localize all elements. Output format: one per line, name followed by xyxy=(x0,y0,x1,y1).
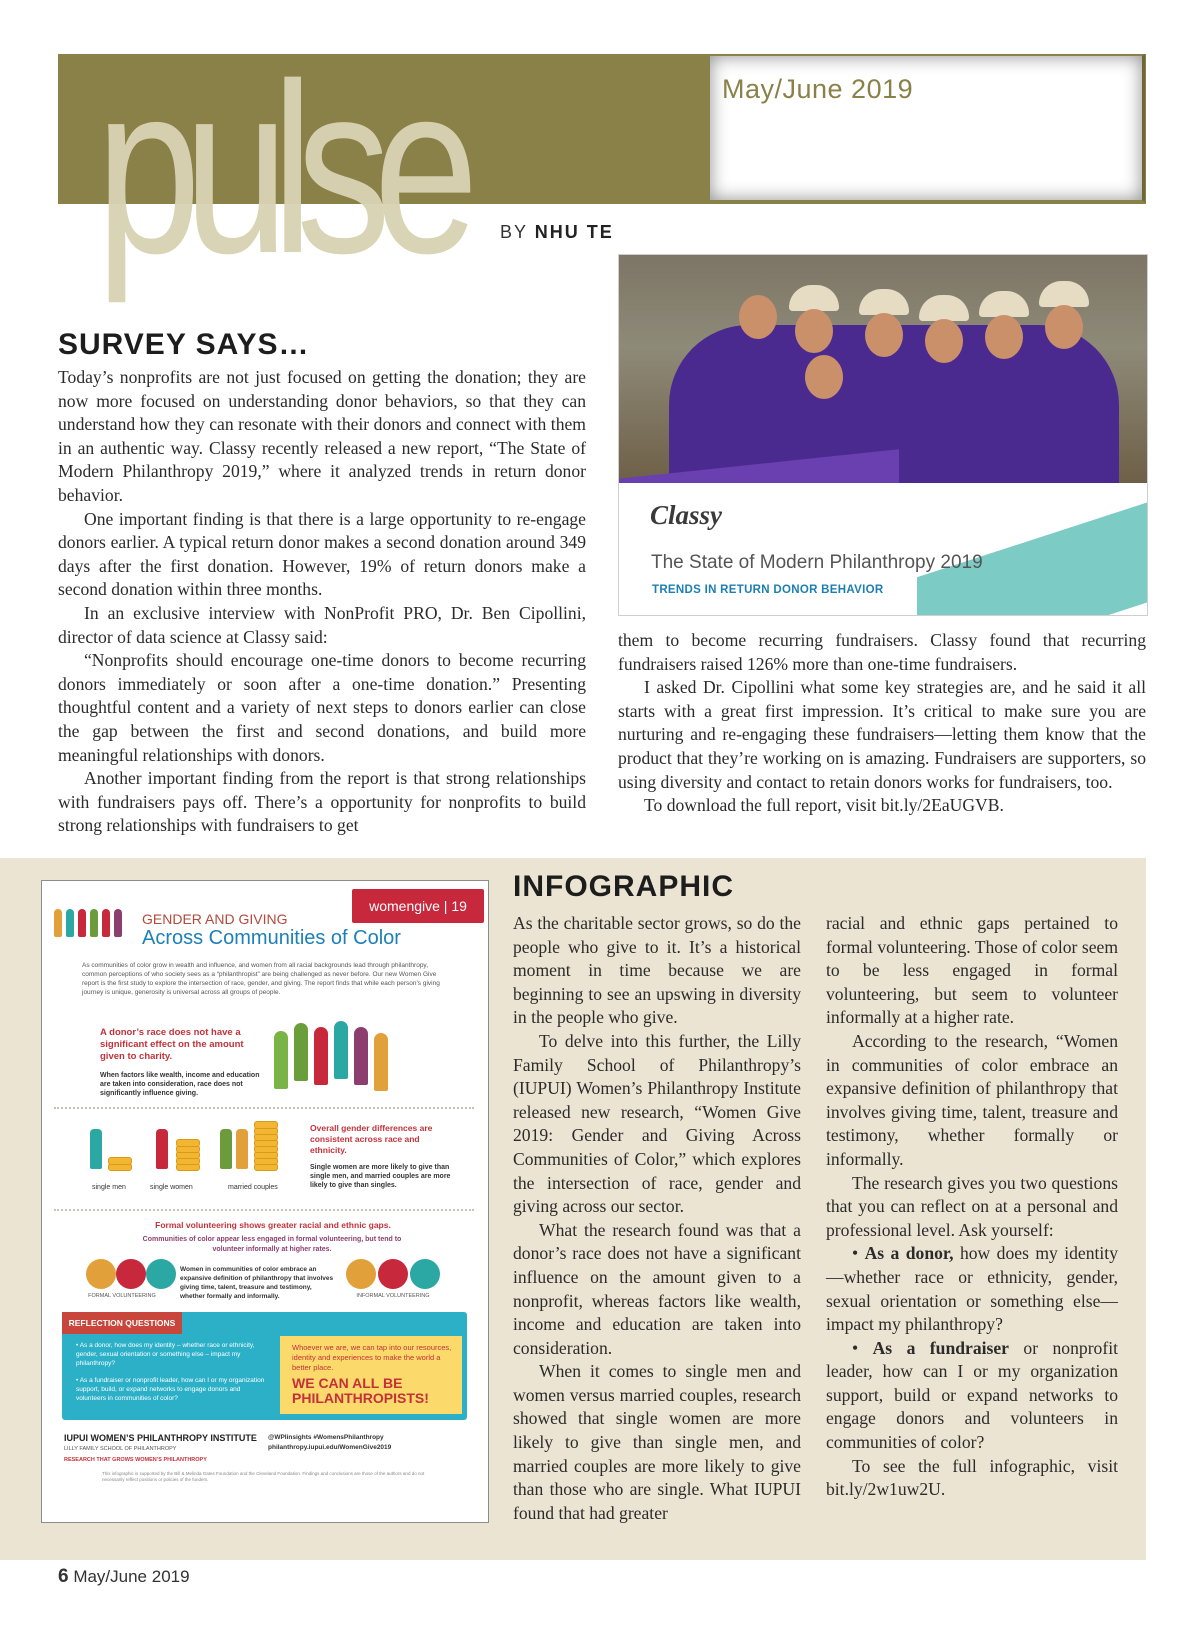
iupui-tagline: RESEARCH THAT GROWS WOMEN’S PHILANTHROPY xyxy=(64,1457,207,1463)
paragraph: In an exclusive interview with NonProfit PRO, Dr. Ben Cipollini, director of data science at Classy said: xyxy=(58,602,586,647)
bullet-bold: As a fundraiser xyxy=(872,1337,1009,1358)
face xyxy=(795,309,833,353)
byline-prefix: BY xyxy=(500,222,528,242)
paragraph: The research gives you two questions that you can reflect on at a personal and professional level. Ask yourself: xyxy=(826,1172,1118,1240)
face xyxy=(1045,305,1083,349)
coin-icon xyxy=(176,1139,200,1147)
face xyxy=(805,355,843,399)
paragraph: Another important finding from the report is that strong relationships with fundraisers pays off. There’s a opportunity for nonprofits to build strong relationships with fundraisers to get xyxy=(58,768,586,836)
folio-issue: May/June 2019 xyxy=(73,1567,190,1586)
gender-body: Single women are more likely to give than single men, and married couples are more likely to give than singles. xyxy=(310,1164,451,1189)
social-handle: @WPIinsights #WomensPhilanthropy xyxy=(268,1434,384,1441)
person-icon xyxy=(102,909,110,937)
label-single-women: single women xyxy=(150,1184,193,1191)
divider xyxy=(54,1107,474,1109)
paragraph: To download the full report, visit bit.ly/2EaUGVB. xyxy=(644,795,1004,816)
infographic-title: INFOGRAPHIC xyxy=(513,870,734,903)
informal-volunteering-icon xyxy=(378,1259,408,1289)
married-couple-icon xyxy=(220,1129,232,1169)
formal-label: FORMAL VOLUNTEERING xyxy=(88,1293,156,1299)
bullet-text: or nonprofit leader, how can I or my organization support, build or expand networks to engage donors and volunteers in communities of color? xyxy=(826,1337,1118,1453)
reflection-tab: REFLECTION QUESTIONS xyxy=(62,1312,182,1334)
philanthropists-headline: WE CAN ALL BE PHILANTHROPISTS! xyxy=(292,1375,429,1406)
raised-hand-icon xyxy=(274,1031,288,1089)
formal-volunteering-icon xyxy=(146,1259,176,1289)
survey-title: SURVEY SAYS… xyxy=(58,328,310,361)
paragraph: Today’s nonprofits are not just focused on getting the donation; they are now more focused on understanding donor behaviors, so that they can understand how they can resonate with their donors and connect with them in an authentic way. Classy recently released a new report, “The State of Modern Philanthropy 2019,” where it analyzed trends in return donor behavior. xyxy=(58,367,586,505)
reflection-q2: • As a fundraiser or nonprofit leader, how can I or my organization support, build, or expand networks to engage donors and volunteers in communities of color? xyxy=(76,1377,265,1402)
race-body: When factors like wealth, income and education are taken into consideration, race does not significantly influence giving. xyxy=(100,1072,260,1097)
survey-left-column xyxy=(58,366,586,838)
philanthropists-text: Whoever we are, we can tap into our resources, identity and experiences to make the world a better place. xyxy=(292,1343,452,1372)
paragraph: One important finding is that there is a large opportunity to re-engage donors earlier. A typical return donor makes a second donation around 349 days after the first donation. However, 19% of return donors make a second donation within three months. xyxy=(58,508,586,600)
raised-hand-icon xyxy=(314,1027,328,1085)
divider xyxy=(54,1209,474,1211)
report-title: The State of Modern Philanthropy 2019 xyxy=(651,552,983,573)
face xyxy=(739,295,777,339)
paragraph: When it comes to single men and women versus married couples, research showed that single women are more likely to give than single men, and married couples are more likely to give than those who are single. What IUPUI found that had greater xyxy=(513,1361,801,1523)
infographic-right-column xyxy=(826,912,1118,1502)
raised-hand-icon xyxy=(334,1021,348,1079)
bullet-text: how does my identity—whether race or ethnicity, gender, sexual orientation or something else—impact my philanthropy? xyxy=(826,1243,1118,1335)
person-icon xyxy=(114,909,122,937)
paragraph: them to become recurring fundraisers. Classy found that recurring fundraisers raised 126% more than one-time fundraisers. xyxy=(618,630,1146,674)
coin-icon xyxy=(254,1121,278,1129)
informal-volunteering-icon xyxy=(346,1259,376,1289)
paragraph: I asked Dr. Cipollini what some key strategies are, and he said it all starts with a great first impression. It’s critical to make sure you are nurturing and re-engaging these fundraisers—letting them know that the product that they’re working on is amazing. Fundraisers are supporters, so using diversity and contact to retain donors works for fundraisers, too. xyxy=(618,677,1146,792)
married-couple-icon xyxy=(236,1129,248,1169)
paragraph: “Nonprofits should encourage one-time donors to become recurring donors immediately or soon after a one-time donation.” Presenting thoughtful content and a variety of next steps to donors earlier can close the gap between the first and second donations, and build more meaningful relationships with donors. xyxy=(58,650,586,765)
raised-hand-icon xyxy=(294,1023,308,1081)
byline xyxy=(500,222,614,243)
paragraph: To delve into this further, the Lilly Family School of Philanthropy’s (IUPUI) Women’s Philanthropy Institute released new research, “Women Give 2019: Gender and Giving Across Communities of Color,” which explores the intersection of race, gender and giving across our sector. xyxy=(513,1030,801,1217)
report-url: philanthropy.iupui.edu/WomenGive2019 xyxy=(268,1444,392,1451)
single-woman-icon xyxy=(156,1129,168,1169)
classy-logo: Classy xyxy=(650,500,723,530)
byline-author: NHU TE xyxy=(534,222,614,242)
bullet-bold: As a donor, xyxy=(864,1243,954,1264)
infographic-card xyxy=(41,880,489,1523)
page-number: 6 xyxy=(58,1566,69,1587)
volunteering-heading: Formal volunteering shows greater racial and ethnic gaps. xyxy=(155,1220,391,1230)
raised-hand-icon xyxy=(354,1027,368,1085)
formal-volunteering-icon xyxy=(116,1259,146,1289)
paragraph: racial and ethnic gaps pertained to formal volunteering. Those of color seem to be less engaged in formal volunteering, but seem to volunteer informally at a higher rate. xyxy=(826,913,1118,1028)
informal-label: INFORMAL VOLUNTEERING xyxy=(356,1293,430,1299)
paragraph: To see the full infographic, visit bit.ly/2w1uw2U. xyxy=(826,1455,1118,1500)
face xyxy=(985,315,1023,359)
infographic-title-line2: Across Communities of Color xyxy=(142,927,401,949)
person-icon xyxy=(78,909,86,937)
infographic-intro: As communities of color grow in wealth and influence, and women from all racial backgrounds lead through philanthropy, common perceptions of who society sees as a “philanthropist” are being challenged as never before. Our new Women Give report is the first study to explore the intersection of race, gender, and giving. The report finds that while each person’s giving journey is unique, generosity is universal across all groups of people. xyxy=(82,962,440,996)
bullet-donor: • As a donor, how does my identity—whether race or ethnicity, gender, sexual orientation or something else—impact my philanthropy? xyxy=(826,1243,1118,1335)
paragraph: As the charitable sector grows, so do the people who give to it. It’s a historical moment in time because we are beginning to see an upswing in diversity in the people who give. xyxy=(513,913,801,1028)
person-icon xyxy=(54,909,62,937)
volunteering-subheading: Communities of color appear less engaged in formal volunteering, but tend to volunteer informally at higher rates. xyxy=(142,1236,402,1253)
face xyxy=(925,319,963,363)
social-links xyxy=(268,1433,391,1453)
reflection-questions xyxy=(76,1341,266,1403)
single-man-icon xyxy=(90,1129,102,1169)
face xyxy=(865,313,903,357)
label-single-men: single men xyxy=(92,1184,126,1191)
page-folio xyxy=(58,1566,190,1588)
iupui-school: LILLY FAMILY SCHOOL OF PHILANTHROPY xyxy=(64,1446,177,1452)
label-married-couples: married couples xyxy=(228,1184,278,1191)
report-subtitle: TRENDS IN RETURN DONOR BEHAVIOR xyxy=(652,584,884,596)
informal-volunteering-icon xyxy=(410,1259,440,1289)
funding-note: This infographic is supported by the Bill & Melinda Gates Foundation and the Cleveland Foundation. Findings and conclusions are those of the authors and do not necessarily reflect positions or policies of the funders. xyxy=(102,1471,425,1482)
paragraph: What the research found was that a donor’s race does not have a significant influence on the amount given to a nonprofit, whereas factors like wealth, income and education are taken into consideration. xyxy=(513,1219,801,1358)
infographic-left-column xyxy=(513,912,801,1525)
coin-icon xyxy=(108,1157,132,1165)
womengive-badge: womengive | 19 xyxy=(352,889,484,923)
survey-right-column xyxy=(618,629,1146,818)
reflection-q1: • As a donor, how does my identity – whether race or ethnicity, gender, sexual orientation or something else – impact my philanthropy? xyxy=(76,1342,255,1367)
paragraph: According to the research, “Women in communities of color embrace an expansive definition of philanthropy that involves giving time, talent, treasure and testimony, whether formally or informally. xyxy=(826,1030,1118,1169)
person-icon xyxy=(66,909,74,937)
raised-hand-icon xyxy=(374,1033,388,1091)
volunteering-body: Women in communities of color embrace an expansive definition of philanthropy that involves giving time, talent, treasure and testimony, whether formally and informally. xyxy=(180,1266,334,1300)
race-heading: A donor’s race does not have a significant effect on the amount given to charity. xyxy=(100,1027,244,1062)
issue-date: May/June 2019 xyxy=(722,74,914,104)
iupui-logo-text: IUPUI WOMEN’S PHILANTHROPY INSTITUTE xyxy=(64,1433,257,1443)
gender-heading: Overall gender differences are consistent across race and ethnicity. xyxy=(310,1123,433,1155)
infographic-title-line1: GENDER AND GIVING xyxy=(142,911,288,927)
bullet-fundraiser: • As a fundraiser or nonprofit leader, how can I or my organization support, build or expand networks to engage donors and volunteers in communities of color? xyxy=(826,1337,1118,1453)
pulse-logo: pulse xyxy=(96,34,462,304)
person-icon xyxy=(90,909,98,937)
formal-volunteering-icon xyxy=(86,1259,116,1289)
